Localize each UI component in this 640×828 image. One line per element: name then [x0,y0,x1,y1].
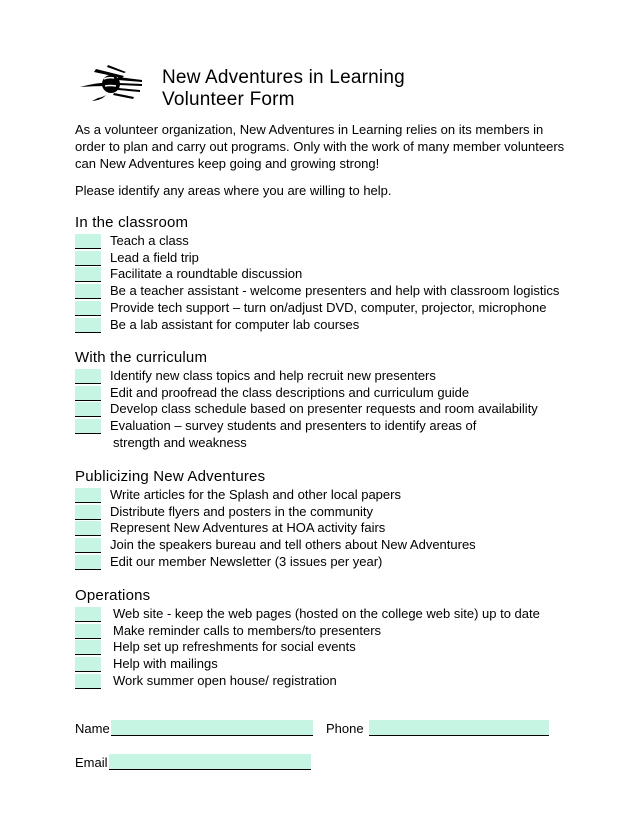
item-label: Identify new class topics and help recruit new presenters [110,368,436,383]
item-label: Represent New Adventures at HOA activity fairs [110,520,386,536]
item-continuation: strength and weakness [113,434,247,450]
checklist-item [75,401,575,418]
checklist-item [75,673,575,690]
instructions: Please identify any areas where you are willing to help. [75,183,392,198]
blank-field[interactable] [75,402,101,417]
checklist-item [75,554,575,571]
section-heading: In the classroom [75,214,189,231]
item-label: Write articles for the Splash and other local papers [110,487,401,502]
blank-field[interactable] [75,674,101,689]
checklist-item [75,537,575,554]
item-label: Join the speakers bureau and tell others about New Adventures [110,537,476,553]
flying-swoosh-logo-icon [78,63,144,103]
blank-field[interactable] [75,657,101,672]
intro-paragraph: As a volunteer organization, New Adventures in Learning relies on its members in order to plan and carry out programs. Only with the work of many member volunteers can New Adventures keep going and growing strong! [75,122,565,171]
name-field-row [75,720,313,736]
checklist-item [75,283,575,300]
checklist-item [75,520,575,537]
item-label: Facilitate a roundtable discussion [110,266,303,282]
blank-field[interactable] [75,640,101,655]
item-label: Help with mailings [113,656,218,672]
checklist-item [75,266,575,283]
blank-field[interactable] [75,284,101,299]
title-line-2: Volunteer Form [162,89,295,110]
item-label: Lead a field trip [110,249,199,265]
item-label: Teach a class [110,233,189,248]
item-label: Be a lab assistant for computer lab courses [110,316,360,332]
blank-field[interactable] [75,419,101,434]
email-field[interactable] [109,754,311,770]
section-publicizing [75,468,575,571]
blank-field[interactable] [75,234,101,249]
section-classroom [75,214,575,333]
checklist-item [75,656,575,673]
checklist-item [75,504,575,521]
checklist-item [75,606,575,623]
checklist-item [75,623,575,640]
blank-field[interactable] [75,386,101,401]
form-title [162,67,405,111]
name-label: Name [75,721,110,736]
blank-field[interactable] [75,505,101,520]
email-field-row [75,754,311,770]
blank-field[interactable] [75,301,101,316]
checklist-item [75,487,575,504]
phone-field[interactable] [369,720,549,736]
item-label: Help set up refreshments for social events [113,639,356,655]
blank-field[interactable] [75,624,101,639]
checklist-item [75,250,575,267]
item-label: Be a teacher assistant - welcome presenters and help with classroom logistics [110,283,560,299]
name-field[interactable] [111,720,313,736]
item-label: Develop class schedule based on presenter requests and room availability [110,401,538,417]
checklist-item [75,368,575,385]
checklist-item [75,233,575,250]
item-label: Distribute flyers and posters in the community [110,503,373,519]
blank-field[interactable] [75,267,101,282]
checklist-item [75,418,575,435]
section-operations [75,587,575,690]
section-curriculum [75,349,575,452]
blank-field[interactable] [75,318,101,333]
item-label: Make reminder calls to members/to presenters [113,622,382,638]
section-heading: With the curriculum [75,349,208,366]
item-label: Edit our member Newsletter (3 issues per year) [110,553,383,569]
blank-field[interactable] [75,538,101,553]
item-label: Web site - keep the web pages (hosted on the college web site) up to date [113,606,540,621]
phone-field-row [326,720,549,736]
item-label: Provide tech support – turn on/adjust DVD, computer, projector, microphone [110,299,547,315]
checklist-item [75,317,575,334]
blank-field[interactable] [75,521,101,536]
blank-field[interactable] [75,488,101,503]
section-heading: Operations [75,587,151,604]
checklist-item [75,639,575,656]
item-label: Edit and proofread the class descriptions and curriculum guide [110,384,470,400]
blank-field[interactable] [75,369,101,384]
checklist-item [75,300,575,317]
item-label: Evaluation – survey students and presenters to identify areas of [110,418,477,434]
email-label: Email [75,755,108,770]
item-label: Work summer open house/ registration [113,672,337,688]
blank-field[interactable] [75,555,101,570]
phone-label: Phone [326,721,364,736]
blank-field[interactable] [75,251,101,266]
checklist-item [75,385,575,402]
title-line-1: New Adventures in Learning [162,67,405,88]
section-heading: Publicizing New Adventures [75,468,266,485]
blank-field[interactable] [75,607,101,622]
